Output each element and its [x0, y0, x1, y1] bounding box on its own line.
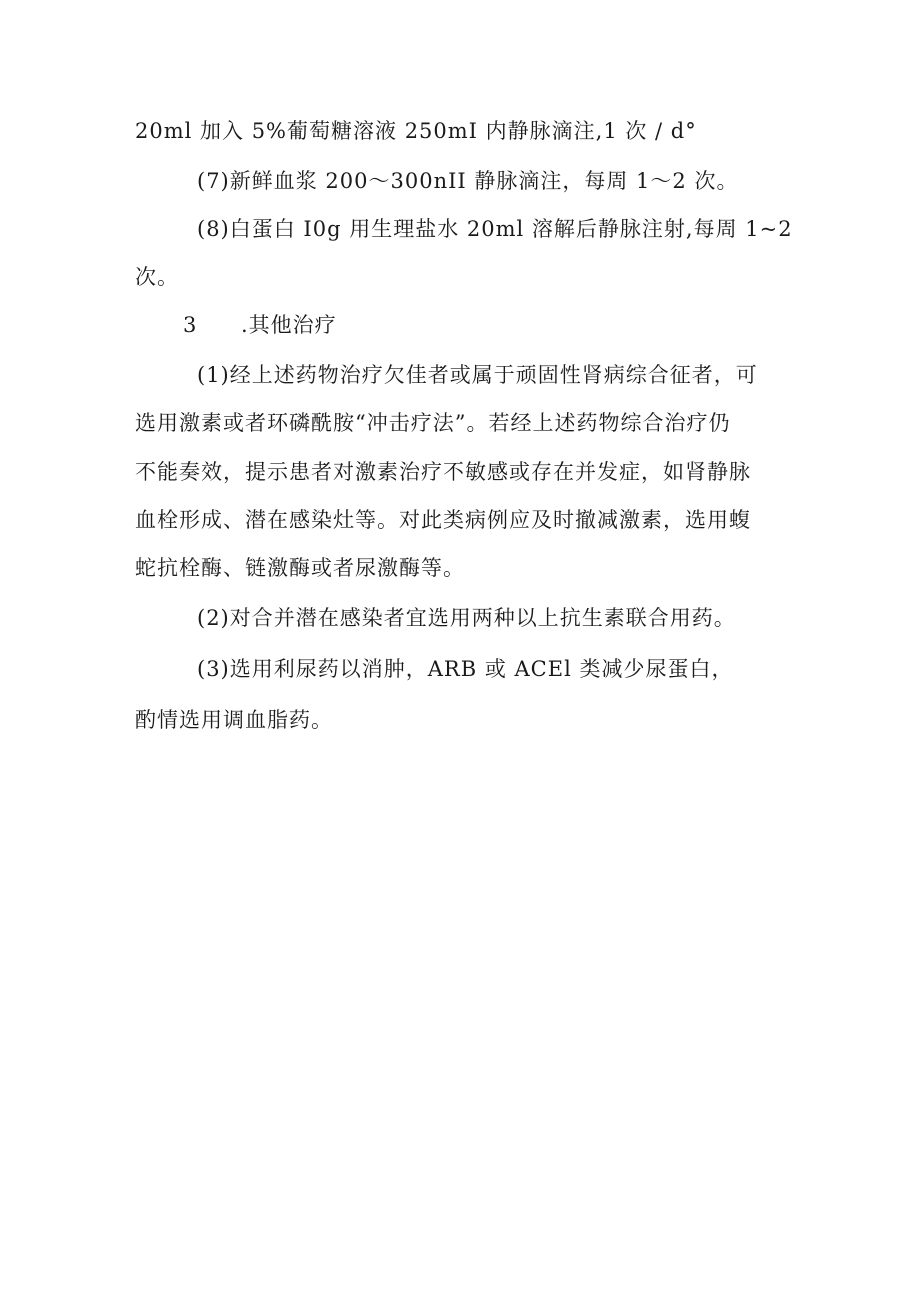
text-line-item-2: (2)对合并潜在感染者宜选用两种以上抗生素联合用药。	[197, 606, 736, 630]
text-line-item-1-cont-1: 选用激素或者环磷酰胺“冲击疗法”。若经上述药物综合治疗仍	[135, 411, 731, 435]
text-line-item-3: (3)选用利尿药以消肿，ARB 或 ACEl 类减少尿蛋白，	[197, 657, 734, 681]
text-line-item-1-cont-2: 不能奏效，提示患者对激素治疗不敏感或存在并发症，如肾静脉	[135, 460, 751, 484]
text-line-item-8-cont: 次。	[135, 265, 179, 289]
section-title: .其他治疗	[241, 313, 337, 337]
text-line-item-1-cont-3: 血栓形成、潜在感染灶等。对此类病例应及时撤减激素，选用蝮	[135, 508, 751, 532]
text-line-item-7: (7)新鲜血浆 200～300nII 静脉滴注，每周 1～2 次。	[197, 169, 739, 193]
section-number: 3	[183, 313, 197, 337]
text-line-item-1-cont-4: 蛇抗栓酶、链激酶或者尿激酶等。	[135, 556, 465, 580]
text-line-item-8: (8)白蛋白 I0g 用生理盐水 20ml 溶解后静脉注射,每周 1~2	[197, 217, 793, 241]
text-line-1: 20ml 加入 5%葡萄糖溶液 250mI 内静脉滴注,1 次 / d°	[135, 119, 697, 143]
text-line-item-1: (1)经上述药物治疗欠佳者或属于顽固性肾病综合征者，可	[197, 363, 758, 387]
text-line-item-3-cont: 酌情选用调血脂药。	[135, 708, 333, 732]
